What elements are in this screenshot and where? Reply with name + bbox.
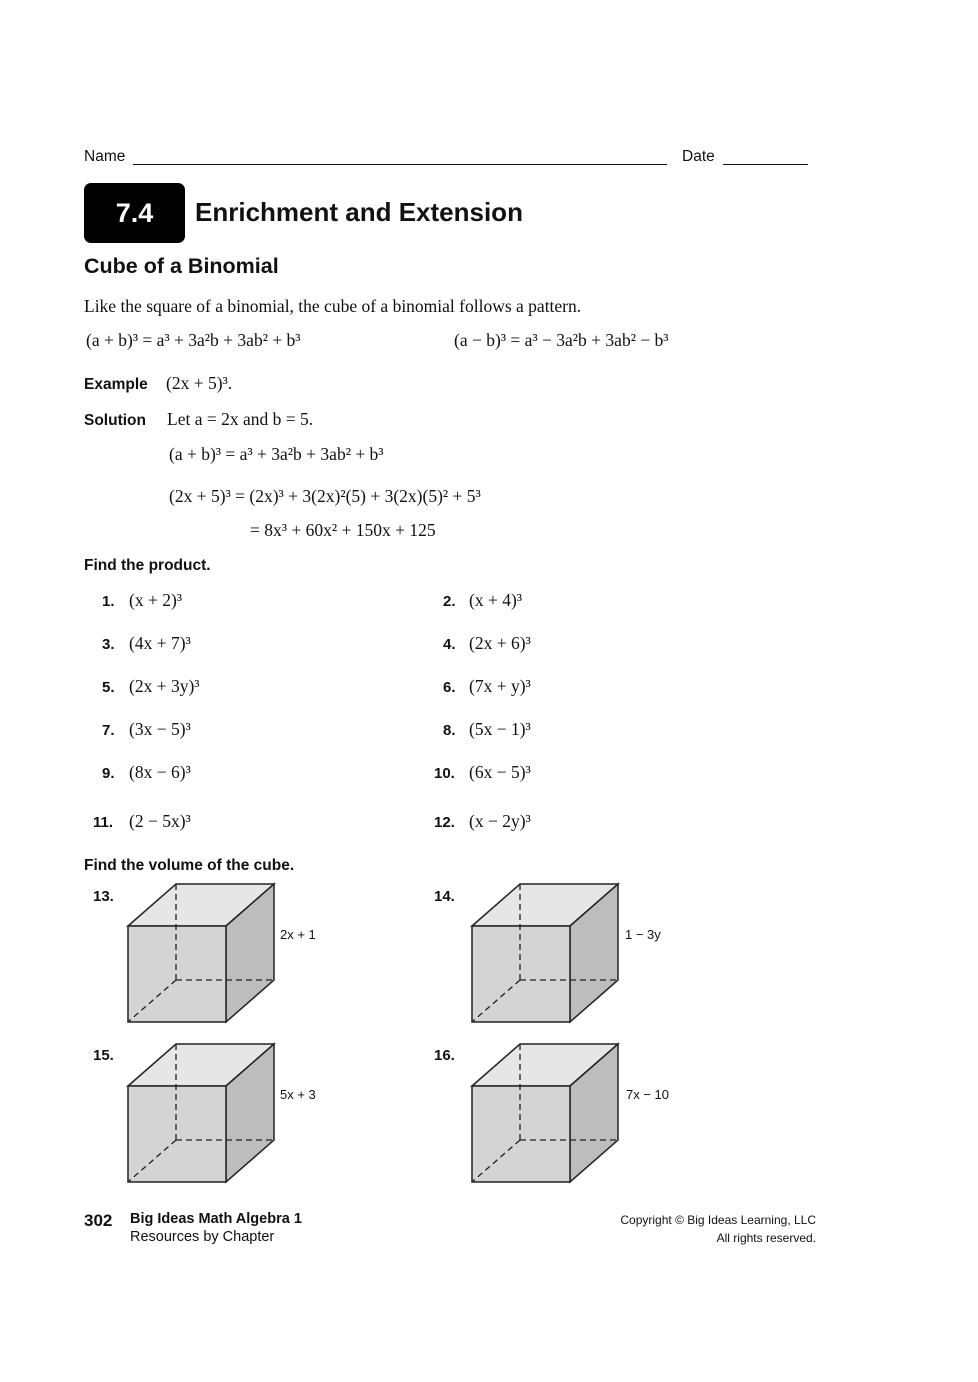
cube-edge-label: 7x − 10 [626,1087,670,1102]
cube-problem-number: 13. [93,888,114,905]
problem-expression: (2 − 5x)³ [129,811,191,831]
problem-expression: (2x + 3y)³ [129,676,200,696]
problem-expression: (x + 2)³ [129,590,183,610]
problem-number: 5. [102,679,115,696]
rights-text: All rights reserved. [716,1231,816,1245]
book-title: Big Ideas Math Algebra 1 [130,1211,302,1227]
example-label: Example [84,376,148,393]
problem-expression: (2x + 6)³ [469,633,531,653]
cube-problem-number: 14. [434,888,455,905]
cube-edge-label: 2x + 1 [280,927,316,942]
problem-number: 6. [443,679,456,696]
cube-diagram [464,1038,624,1188]
product-heading: Find the product. [84,557,211,574]
pattern-difference-cube: (a − b)³ = a³ − 3a²b + 3ab² − b³ [454,330,669,350]
page-title: Enrichment and Extension [195,197,523,227]
date-line [723,164,808,165]
problem-expression: (5x − 1)³ [469,719,531,739]
problem-number: 12. [434,814,455,831]
pattern-sum-cube: (a + b)³ = a³ + 3a²b + 3ab² + b³ [86,330,301,350]
cube-problem-number: 15. [93,1047,114,1064]
problem-expression: (6x − 5)³ [469,762,531,782]
page-number: 302 [84,1211,113,1230]
solution-label: Solution [84,412,146,429]
section-number-badge: 7.4 [84,183,185,243]
name-line [133,164,667,165]
problem-expression: (3x − 5)³ [129,719,191,739]
problem-expression: (7x + y)³ [469,676,531,696]
problem-number: 1. [102,593,115,610]
problem-number: 9. [102,765,115,782]
solution-step-1: (a + b)³ = a³ + 3a²b + 3ab² + b³ [169,444,384,464]
problem-number: 3. [102,636,115,653]
cube-edge-label: 1 − 3y [625,927,661,942]
cube-diagram [464,878,624,1028]
problem-number: 11. [93,814,114,831]
problem-expression: (8x − 6)³ [129,762,191,782]
solution-intro: Let a = 2x and b = 5. [167,409,314,429]
problem-expression: (x − 2y)³ [469,811,531,831]
problem-number: 10. [434,765,455,782]
solution-step-3: = 8x³ + 60x² + 150x + 125 [250,520,436,540]
problem-expression: (4x + 7)³ [129,633,191,653]
cube-edge-label: 5x + 3 [280,1087,316,1102]
problem-number: 4. [443,636,456,653]
intro-text: Like the square of a binomial, the cube of a binomial follows a pattern. [84,296,582,316]
section-subtitle: Cube of a Binomial [84,254,279,278]
example-expression: (2x + 5)³. [166,373,233,393]
problem-expression: (x + 4)³ [469,590,523,610]
volume-heading: Find the volume of the cube. [84,857,295,874]
cube-diagram [120,1038,280,1188]
problem-number: 7. [102,722,115,739]
cube-problem-number: 16. [434,1047,455,1064]
book-subtitle: Resources by Chapter [130,1229,275,1245]
solution-step-2: (2x + 5)³ = (2x)³ + 3(2x)²(5) + 3(2x)(5)² + 5³ [169,486,481,506]
cube-diagram [120,878,280,1028]
problem-number: 8. [443,722,456,739]
date-label: Date [682,148,715,165]
problem-number: 2. [443,593,456,610]
copyright-text: Copyright © Big Ideas Learning, LLC [620,1213,816,1227]
name-label: Name [84,148,126,165]
